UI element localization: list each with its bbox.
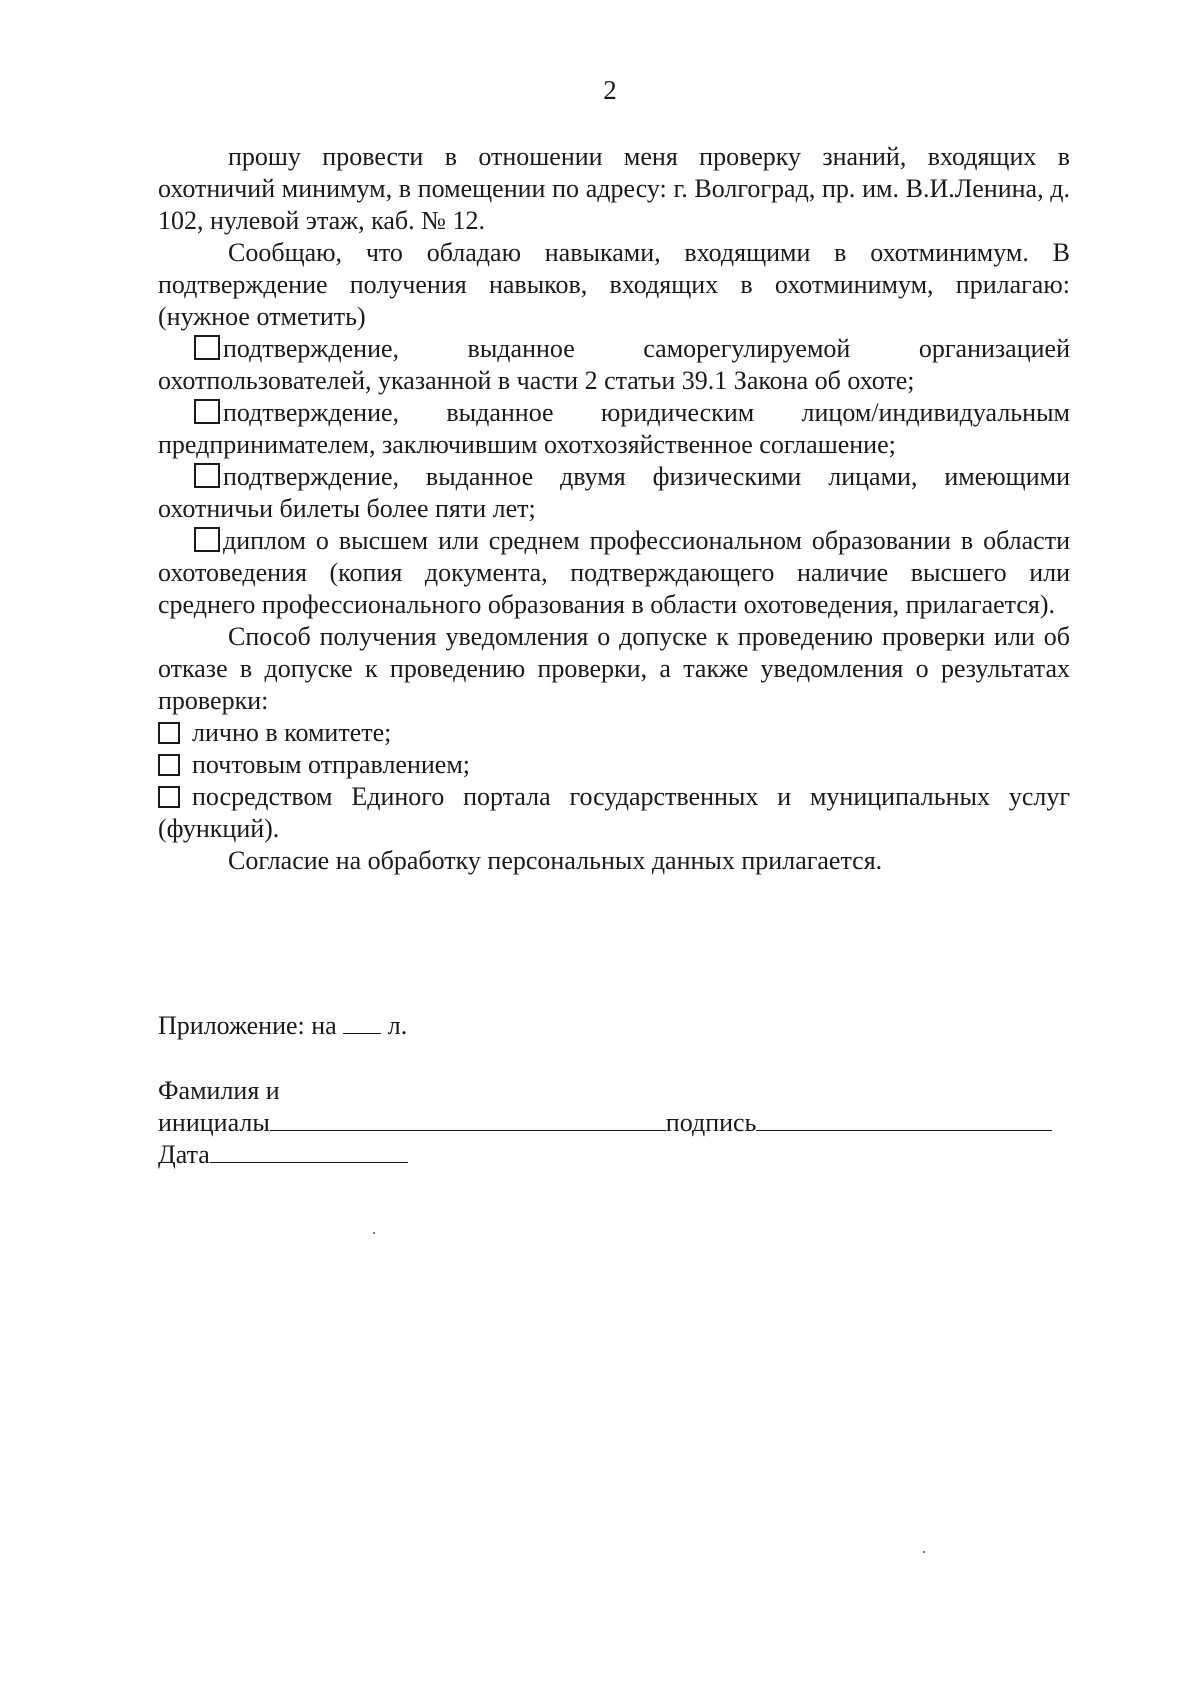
notification-option-1 [158, 717, 1070, 749]
consent-paragraph: Согласие на обработку персональных данных прилагается. [228, 846, 883, 875]
attachment-label: Приложение: на [158, 1011, 337, 1040]
skills-option-2-text: подтверждение, выданное юридическим лицом/индивидуальным предпринимателем, заключившим охотхозяйственное соглашение; [158, 398, 1070, 459]
skills-option-1-text: подтверждение, выданное саморегулируемой организацией охотпользователей, указанной в части 2 статьи 39.1 Закона об охоте; [158, 334, 1070, 395]
skills-option-1 [158, 333, 1070, 397]
attachment-line [158, 1010, 1070, 1042]
surname-label-line1: Фамилия и [158, 1076, 280, 1105]
date-line [158, 1139, 1070, 1171]
page-number: 2 [603, 75, 617, 105]
skills-checkbox-1[interactable] [194, 335, 220, 360]
notification-checkbox-2[interactable] [158, 754, 180, 776]
skills-checkbox-3[interactable] [194, 463, 220, 488]
skills-option-2 [158, 397, 1070, 461]
scan-speck [923, 1551, 925, 1553]
signature-field[interactable] [756, 1108, 1052, 1131]
skills-option-4-text: диплом о высшем или среднем профессиональном образовании в области охотоведения (копия документа, подтверждающего наличие высшего или среднего профессионального образования в области охотоведения, прилагается). [158, 526, 1070, 619]
request-paragraph: прошу провести в отношении меня проверку знаний, входящих в охотничий минимум, в помещении по адресу: г. Волгоград, пр. им. В.И.Ленина, д. 102, нулевой этаж, каб. № 12. [158, 142, 1070, 235]
skills-option-3-text: подтверждение, выданное двумя физическими лицами, имеющими охотничьи билеты более пяти лет; [158, 462, 1070, 523]
notification-option-2 [158, 749, 1070, 781]
date-field[interactable] [210, 1140, 408, 1163]
document-body [158, 141, 1070, 877]
attachment-pages-field[interactable] [343, 1011, 381, 1034]
signature-label: подпись [665, 1108, 757, 1137]
notification-intro-paragraph: Способ получения уведомления о допуске к проведению проверки или об отказе в допуске к проведению проверки, а также уведомления о результатах проверки: [158, 622, 1070, 715]
skills-checkbox-2[interactable] [194, 399, 220, 424]
skills-option-4 [158, 525, 1070, 621]
notification-checkbox-3[interactable] [158, 786, 180, 808]
skills-intro-paragraph: Сообщаю, что обладаю навыками, входящими в охотминимум. В подтверждение получения навыков, входящих в охотминимум, прилагаю: (нужное отметить) [158, 238, 1070, 331]
skills-option-3 [158, 461, 1070, 525]
notification-option-2-text: почтовым отправлением; [192, 750, 471, 779]
notification-checkbox-1[interactable] [158, 722, 180, 744]
scan-speck [373, 1232, 375, 1234]
notification-option-3 [158, 781, 1070, 845]
surname-label-line2: инициалы [158, 1108, 270, 1137]
notification-option-1-text: лично в комитете; [192, 718, 392, 747]
notification-option-3-text: посредством Единого портала государственных и муниципальных услуг (функций). [158, 782, 1070, 843]
date-label: Дата [158, 1140, 210, 1169]
attachment-suffix: л. [387, 1011, 408, 1040]
skills-checkbox-4[interactable] [194, 527, 220, 552]
surname-field[interactable] [270, 1108, 666, 1131]
surname-signature-line [158, 1107, 1070, 1139]
